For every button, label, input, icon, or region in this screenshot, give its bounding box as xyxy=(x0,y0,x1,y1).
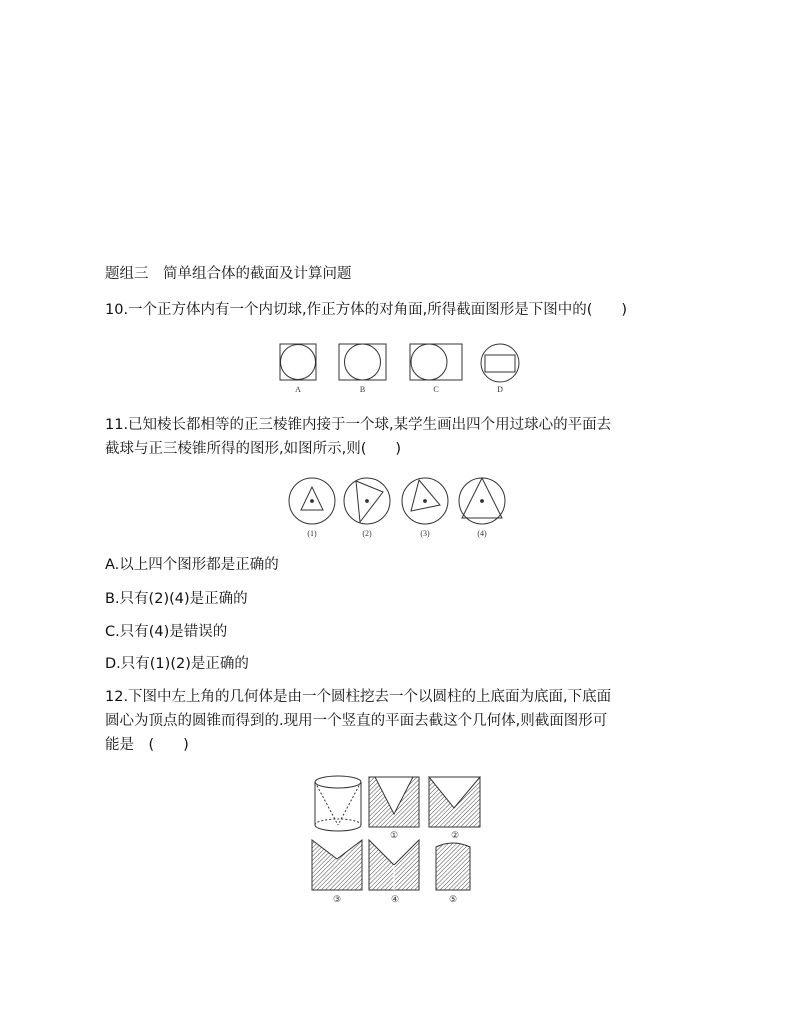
option-11-c: C.只有(4)是错误的 xyxy=(105,624,228,640)
figure-12-option-2 xyxy=(429,777,480,827)
figure-10-c xyxy=(410,344,462,380)
figure-10-b xyxy=(339,344,386,380)
label-10-b: B xyxy=(359,385,366,394)
section-title: 题组三 简单组合体的截面及计算问题 xyxy=(105,266,352,282)
label-10-a: A xyxy=(295,385,301,394)
label-12-3: ③ xyxy=(332,894,342,904)
figure-11-2 xyxy=(344,478,390,524)
option-11-b: B.只有(2)(4)是正确的 xyxy=(105,591,248,607)
label-11-4: (4) xyxy=(477,529,487,538)
label-12-2: ② xyxy=(450,830,460,840)
figure-12-option-3 xyxy=(312,840,362,890)
question-12-line3: 能是 ( ) xyxy=(105,737,189,753)
label-11-3: (3) xyxy=(420,529,430,538)
question-12-line2: 圆心为顶点的圆锥而得到的.现用一个竖直的平面去截这个几何体,则截面图形可 xyxy=(105,713,608,729)
question-11-line2: 截球与正三棱锥所得的图形,如图所示,则( ) xyxy=(105,441,402,457)
option-11-a: A.以上四个图形都是正确的 xyxy=(105,557,279,573)
question-12-figure xyxy=(305,770,490,905)
figure-12-option-4 xyxy=(369,840,419,890)
label-12-4: ④ xyxy=(390,894,400,904)
question-11-line1: 11.已知棱长都相等的正三棱锥内接于一个球,某学生画出四个用过球心的平面去 xyxy=(105,417,612,433)
question-10-figure xyxy=(270,338,530,398)
figure-10-d xyxy=(481,344,519,382)
label-12-1: ① xyxy=(389,830,399,840)
question-11-figure xyxy=(280,472,515,544)
figure-12-solid xyxy=(315,776,361,831)
question-10-text: 10.一个正方体内有一个内切球,作正方体的对角面,所得截面图形是下图中的( ) xyxy=(105,302,628,318)
figure-11-1 xyxy=(289,478,335,524)
label-10-c: C xyxy=(433,385,439,394)
figure-12-option-5 xyxy=(436,843,470,890)
figure-11-4 xyxy=(459,478,505,524)
label-12-5: ⑤ xyxy=(448,894,458,904)
figure-12-option-1 xyxy=(369,777,419,827)
label-11-2: (2) xyxy=(362,529,372,538)
label-11-1: (1) xyxy=(307,529,317,538)
figure-10-a xyxy=(280,344,316,380)
option-11-d: D.只有(1)(2)是正确的 xyxy=(105,656,249,672)
figure-11-3 xyxy=(402,478,448,524)
question-12-line1: 12.下图中左上角的几何体是由一个圆柱挖去一个以圆柱的上底面为底面,下底面 xyxy=(105,689,612,705)
label-10-d: D xyxy=(497,385,503,394)
